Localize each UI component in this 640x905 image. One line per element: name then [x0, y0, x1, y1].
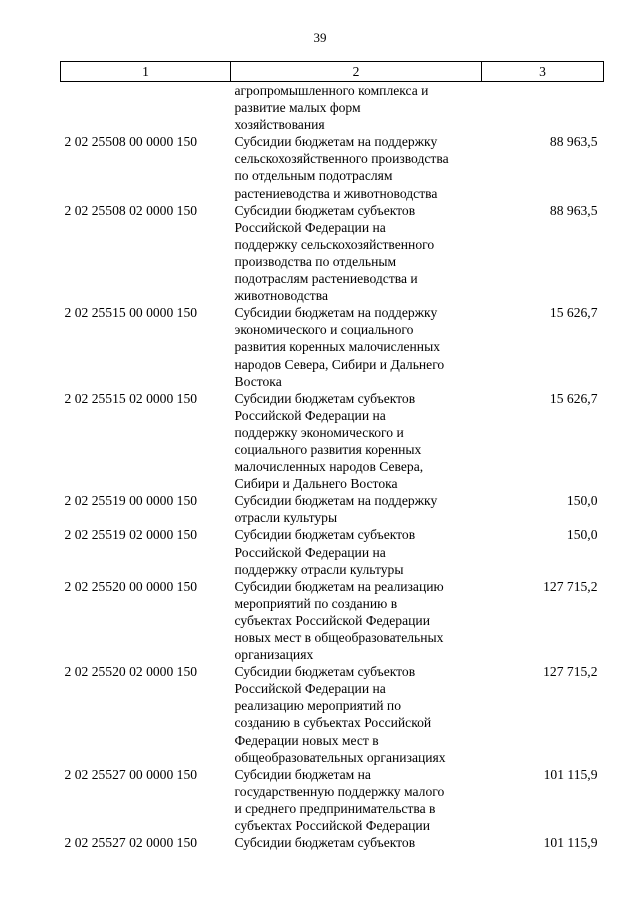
description-line: новых мест в общеобразовательных — [234, 630, 444, 645]
description-line: Российской Федерации на — [234, 407, 386, 423]
table-row — [61, 202, 604, 305]
description-cell — [231, 578, 482, 663]
budget-table — [60, 61, 604, 851]
description-cell — [231, 526, 482, 577]
description-line: Субсидии бюджетам субъектов — [234, 835, 416, 851]
amount-value — [482, 82, 604, 134]
description-line: животноводства — [234, 288, 329, 304]
description-line: организациях — [234, 647, 314, 663]
description-line: Субсидии бюджетам субъектов — [234, 390, 416, 406]
description-line: хозяйствования — [234, 117, 325, 133]
amount-value: 88 963,5 — [549, 202, 598, 218]
description-line: по отдельным подотраслям — [234, 168, 393, 184]
table-row — [61, 82, 604, 134]
description-line: поддержку отрасли культуры — [234, 561, 404, 577]
description-cell — [231, 390, 482, 493]
description-line: малочисленных народов Севера, — [234, 459, 424, 475]
description-line: Востока — [234, 373, 282, 389]
amount-value: 150,0 — [566, 527, 598, 543]
table-row — [61, 834, 604, 851]
amount-value: 15 626,7 — [549, 305, 598, 321]
description-line: Субсидии бюджетам на поддержку — [234, 493, 438, 509]
budget-code: 2 02 25527 02 0000 150 — [64, 835, 198, 851]
budget-code: 2 02 25508 00 0000 150 — [64, 134, 198, 150]
amount-value: 88 963,5 — [549, 134, 598, 150]
description-line: реализацию мероприятий по — [234, 698, 402, 714]
description-line: Федерации новых мест в — [234, 732, 379, 748]
table-row — [61, 663, 604, 766]
column-header-amount: 3 — [482, 62, 604, 82]
description-line: социального развития коренных — [234, 441, 422, 457]
amount-value: 101 115,9 — [543, 835, 598, 851]
description-line: Субсидии бюджетам субъектов — [234, 202, 416, 218]
budget-code: 2 02 25519 02 0000 150 — [64, 527, 198, 543]
budget-code: 2 02 25527 00 0000 150 — [64, 766, 198, 782]
budget-code: 2 02 25519 00 0000 150 — [64, 493, 198, 509]
amount-value: 150,0 — [566, 493, 598, 509]
description-line: мероприятий по созданию в — [234, 595, 398, 611]
description-line: субъектах Российской Федерации — [234, 612, 430, 628]
description-line: агропромышленного комплекса и — [234, 83, 429, 98]
column-header-description: 2 — [231, 62, 482, 82]
description-line: развитие малых форм — [234, 100, 361, 116]
description-line: Российской Федерации на — [234, 681, 386, 697]
description-line: производства по отдельным — [234, 253, 397, 269]
table-body — [61, 82, 604, 852]
description-line: Субсидии бюджетам на поддержку — [234, 134, 438, 150]
table-row — [61, 304, 604, 389]
description-line: Российской Федерации на — [234, 219, 386, 235]
description-line: сельскохозяйственного производства — [234, 151, 449, 167]
description-line: общеобразовательных организациях — [234, 749, 446, 765]
amount-value: 127 715,2 — [543, 578, 598, 594]
table-row — [61, 578, 604, 663]
description-line: Субсидии бюджетам субъектов — [234, 527, 416, 543]
description-line: Субсидии бюджетам на поддержку — [234, 305, 438, 321]
page-number: 39 — [313, 30, 327, 45]
description-line: развития коренных малочисленных — [234, 339, 441, 355]
description-cell — [231, 133, 482, 201]
description-line: Субсидии бюджетам субъектов — [234, 664, 416, 680]
table-header-row — [61, 62, 604, 82]
description-line: Субсидии бюджетам на реализацию — [234, 578, 444, 594]
description-line: Российской Федерации на — [234, 544, 386, 560]
table-row — [61, 390, 604, 493]
budget-code — [61, 82, 231, 134]
amount-value: 101 115,9 — [543, 766, 598, 782]
description-cell — [231, 82, 482, 134]
description-line: и среднего предпринимательства в — [234, 800, 436, 816]
description-line: экономического и социального — [234, 322, 414, 338]
description-line: государственную поддержку малого — [234, 783, 445, 799]
budget-code: 2 02 25515 00 0000 150 — [64, 305, 198, 321]
description-cell — [231, 834, 482, 851]
description-cell — [231, 202, 482, 305]
budget-code: 2 02 25520 02 0000 150 — [64, 664, 198, 680]
description-line: народов Севера, Сибири и Дальнего — [234, 356, 445, 372]
table-row — [61, 526, 604, 577]
description-cell — [231, 492, 482, 526]
budget-code: 2 02 25508 02 0000 150 — [64, 202, 198, 218]
description-line: поддержку экономического и — [234, 424, 404, 440]
description-line: субъектах Российской Федерации — [234, 818, 430, 834]
description-line: растениеводства и животноводства — [234, 185, 438, 201]
description-line: подотраслям растениеводства и — [234, 271, 418, 287]
description-cell — [231, 304, 482, 389]
description-line: созданию в субъектах Российской — [234, 715, 432, 731]
table-row — [61, 766, 604, 834]
description-line: отрасли культуры — [234, 510, 338, 526]
amount-value: 127 715,2 — [543, 664, 598, 680]
table-row — [61, 492, 604, 526]
budget-code: 2 02 25515 02 0000 150 — [64, 390, 198, 406]
description-cell — [231, 663, 482, 766]
amount-value: 15 626,7 — [549, 390, 598, 406]
description-cell — [231, 766, 482, 834]
description-line: Сибири и Дальнего Востока — [234, 476, 398, 492]
description-line: поддержку сельскохозяйственного — [234, 236, 435, 252]
budget-code: 2 02 25520 00 0000 150 — [64, 578, 198, 594]
column-header-code: 1 — [61, 62, 231, 82]
description-line: Субсидии бюджетам на — [234, 766, 371, 782]
table-row — [61, 133, 604, 201]
